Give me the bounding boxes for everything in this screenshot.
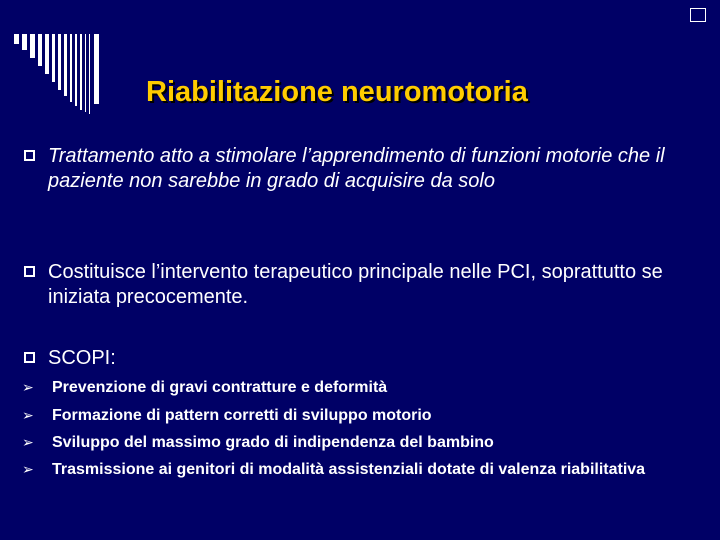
bullet-text: SCOPI: (48, 347, 116, 369)
corner-square-decoration (690, 8, 706, 22)
square-bullet-icon (24, 352, 35, 363)
sub-item-text: Formazione di pattern corretti di sviluppo motorio (52, 407, 432, 424)
arrow-bullet-icon: ➢ (22, 461, 34, 477)
sub-item-transmission (22, 460, 702, 479)
slide-title: Riabilitazione neuromotoria (146, 76, 528, 108)
square-bullet-icon (24, 266, 35, 277)
sub-item-text: Prevenzione di gravi contratture e deformità (52, 379, 388, 396)
bullet-item-scopi (24, 346, 704, 371)
sub-item-text: Trasmissione ai genitori di modalità assistenziali dotate di valenza riabilitativa (52, 461, 646, 478)
square-bullet-icon (24, 150, 35, 161)
bullet-text: Costituisce l’intervento terapeutico principale nelle PCI, soprattutto se iniziata precocemente. (48, 261, 663, 308)
stripes-decoration (14, 34, 124, 114)
arrow-bullet-icon: ➢ (22, 407, 34, 423)
sub-item-text: Sviluppo del massimo grado di indipendenza del bambino (52, 434, 494, 451)
sub-item-development (22, 433, 702, 452)
arrow-bullet-icon: ➢ (22, 379, 34, 395)
arrow-bullet-icon: ➢ (22, 434, 34, 450)
sub-item-formation (22, 406, 702, 425)
bullet-text: Trattamento atto a stimolare l’apprendimento di funzioni motorie che il paziente non sarebbe in grado di acquisire da solo (48, 145, 665, 192)
bullet-item-treatment (24, 144, 704, 194)
sub-item-prevention (22, 378, 702, 397)
bullet-item-intervention (24, 260, 704, 310)
